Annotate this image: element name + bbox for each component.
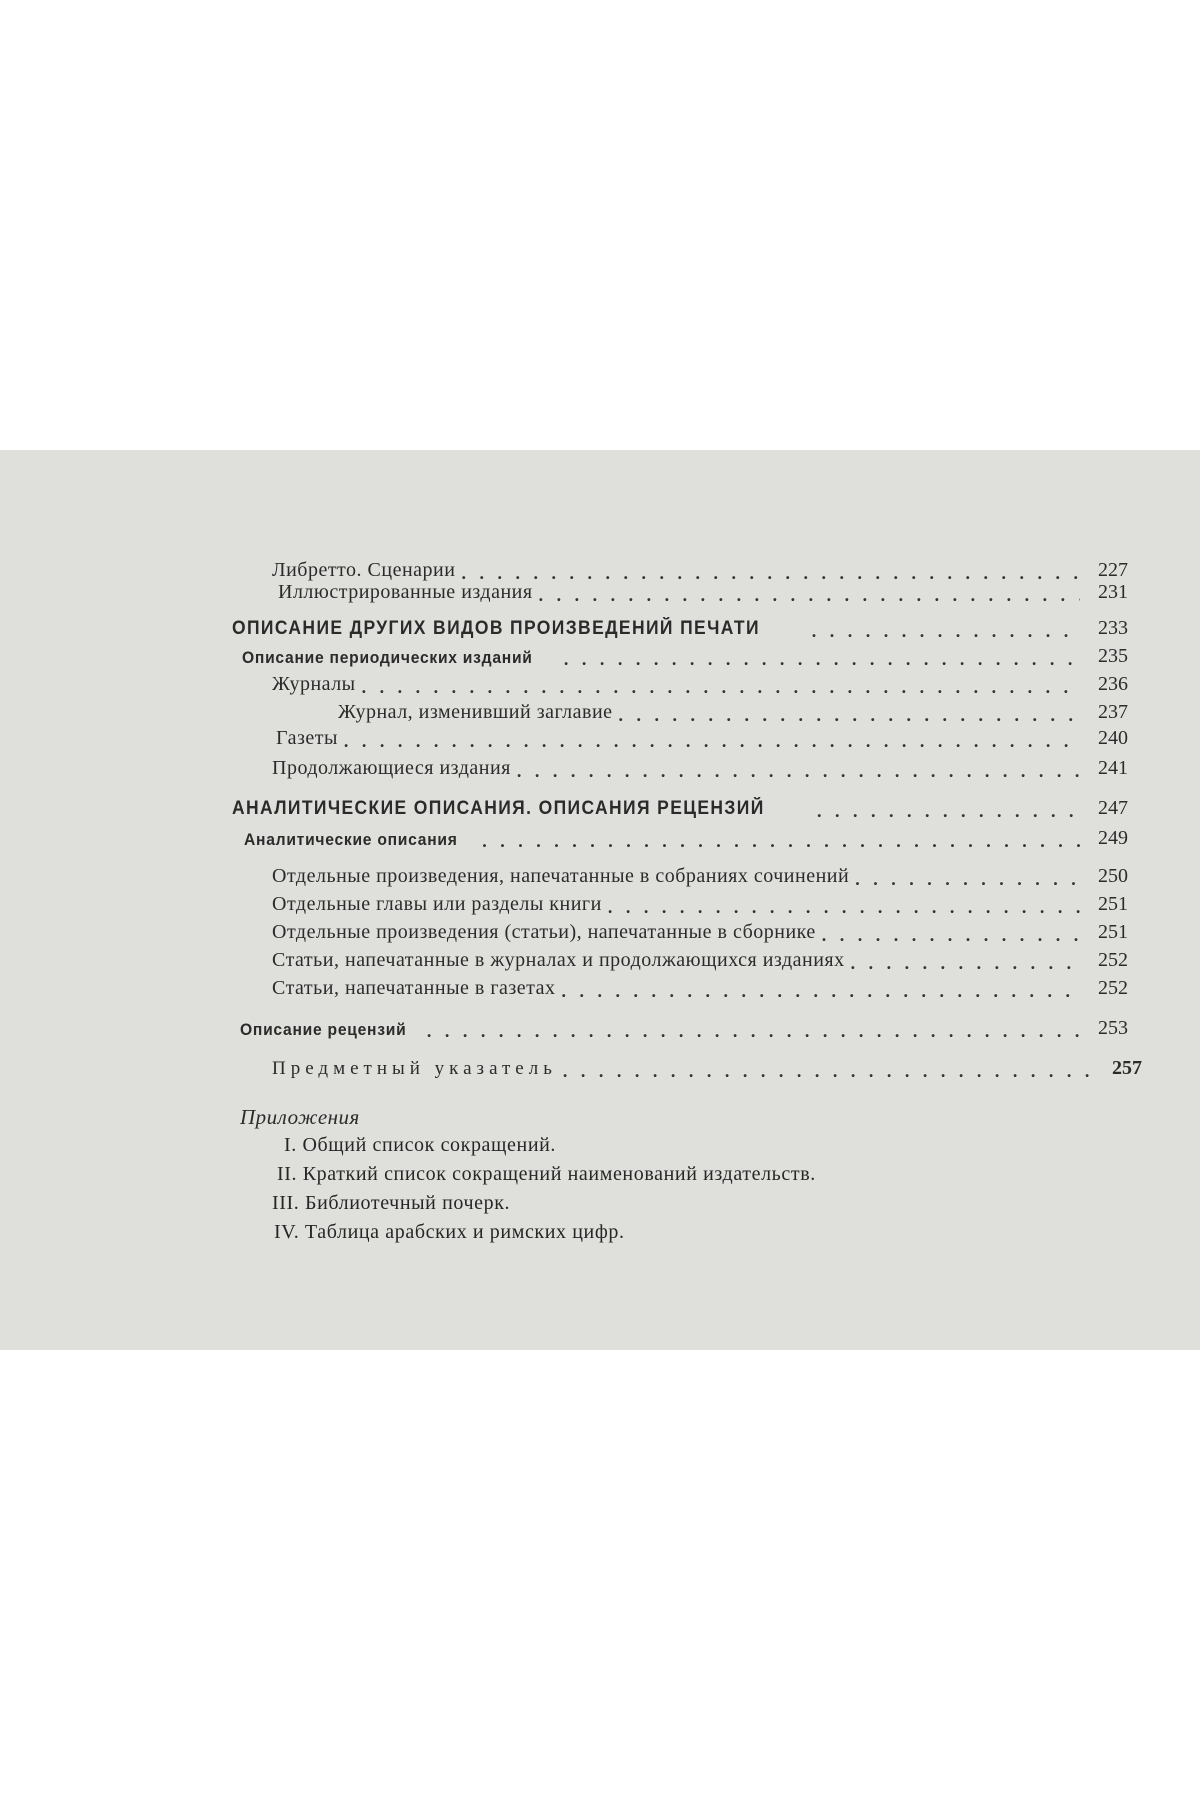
toc-entry-title: Предметный указатель	[272, 1058, 557, 1079]
toc-entry-page: 236	[1098, 673, 1128, 695]
toc-entry-title: Описание периодических изданий	[242, 648, 533, 667]
dot-leader	[421, 1022, 1080, 1040]
dot-leader	[476, 832, 1080, 850]
toc-entry-page: 235	[1098, 645, 1128, 667]
toc-entry-title: АНАЛИТИЧЕСКИЕ ОПИСАНИЯ. ОПИСАНИЯ РЕЦЕНЗИЙ	[232, 798, 765, 819]
dot-leader	[533, 586, 1080, 604]
toc-entry-page: 253	[1098, 1017, 1128, 1039]
appendix-item: II. Краткий список сокращений наименований издательств.	[277, 1163, 816, 1185]
toc-entry-page: 257	[1112, 1057, 1142, 1079]
toc-entry-page: 252	[1098, 977, 1128, 999]
toc-entry-page: 231	[1098, 581, 1128, 603]
toc-entry-title: Либретто. Сценарии	[272, 559, 456, 581]
toc-entry-page: 241	[1098, 757, 1128, 779]
toc-entry-page: 233	[1098, 617, 1128, 639]
toc-entry-page: 251	[1098, 921, 1128, 943]
dot-leader	[338, 732, 1080, 750]
toc-entry-illustrated	[278, 580, 1128, 604]
toc-subsection-reviews	[240, 1010, 1128, 1040]
toc-entry-page: 247	[1098, 797, 1128, 819]
toc-entry-title: ОПИСАНИЕ ДРУГИХ ВИДОВ ПРОИЗВЕДЕНИЙ ПЕЧАТИ	[232, 618, 760, 639]
toc-entry-page: 240	[1098, 727, 1128, 749]
appendix-item: IV. Таблица арабских и римских цифр.	[274, 1221, 625, 1243]
toc-entry-title: Статьи, напечатанные в журналах и продолжающихся изданиях	[272, 949, 845, 971]
toc-entry-title: Статьи, напечатанные в газетах	[272, 977, 556, 999]
dot-leader	[556, 982, 1080, 1000]
dot-leader	[557, 1062, 1094, 1080]
toc-subsection-periodicals	[242, 638, 1128, 668]
toc-entry-title: Журналы	[272, 673, 356, 695]
toc-entry-page: 249	[1098, 827, 1128, 849]
toc-entry-title: Продолжающиеся издания	[272, 757, 511, 779]
toc-entry-title: Иллюстрированные издания	[278, 581, 533, 603]
dot-leader	[511, 762, 1080, 780]
toc-entry-newspaper-articles	[272, 970, 1128, 1000]
toc-subsection-analytical-descriptions	[244, 820, 1128, 850]
toc-entry-continuing	[272, 750, 1128, 780]
toc-entry-journal-articles	[272, 942, 1128, 972]
toc-entry-page: 227	[1098, 559, 1128, 581]
toc-entry-page: 237	[1098, 701, 1128, 723]
toc-entry-title: Отдельные главы или разделы книги	[272, 893, 602, 915]
toc-entry-journals	[272, 666, 1128, 696]
book-page	[0, 450, 1200, 1350]
dot-leader	[811, 802, 1080, 820]
toc-entry-newspapers	[276, 720, 1128, 750]
toc-entry-title: Журнал, изменивший заглавие	[338, 701, 613, 723]
toc-entry-title: Отдельные произведения, напечатанные в собраниях сочинений	[272, 865, 850, 887]
toc-entry-chapters	[272, 886, 1128, 916]
table-of-contents	[0, 450, 1200, 1350]
toc-entry-title: Газеты	[276, 727, 338, 749]
toc-entry-subject-index	[272, 1050, 1142, 1080]
toc-entry-collection-articles	[272, 914, 1128, 944]
toc-entry-title: Аналитические описания	[244, 830, 458, 849]
toc-section-other-publications	[232, 610, 1128, 640]
toc-entry-title: Описание рецензий	[240, 1020, 407, 1039]
toc-entry-collected-works	[272, 858, 1128, 888]
toc-entry-libretto	[272, 558, 1128, 582]
appendix-item: III. Библиотечный почерк.	[272, 1192, 511, 1214]
toc-section-analytical	[232, 790, 1128, 820]
toc-entry-page: 250	[1098, 865, 1128, 887]
toc-entry-title: Отдельные произведения (статьи), напечатанные в сборнике	[272, 921, 816, 943]
toc-entry-page: 252	[1098, 949, 1128, 971]
toc-entry-page: 251	[1098, 893, 1128, 915]
appendix-item: I. Общий список сокращений.	[284, 1134, 557, 1156]
appendix-heading: Приложения	[240, 1105, 360, 1129]
